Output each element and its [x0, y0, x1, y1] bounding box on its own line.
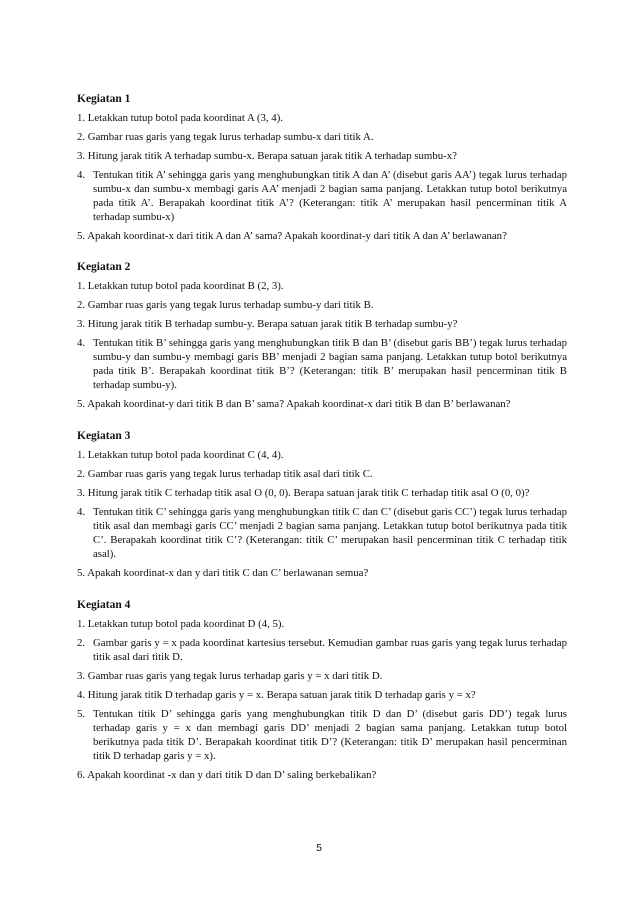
list-item-number: 4.: [77, 506, 86, 518]
section-heading: Kegiatan 3: [77, 430, 131, 442]
list-item-number: 2.: [77, 637, 86, 649]
list-item-number: 4.: [77, 169, 86, 181]
list-item: 3. Gambar ruas garis yang tegak lurus terhadap garis y = x dari titik D.: [77, 670, 383, 682]
list-item-text: Tentukan titik A’ sehingga garis yang menghubungkan titik A dan A’ (disebut garis AA’) tegak lurus terhadap sumbu-x dan sumbu-x membagi garis AA’ menjadi 2 bagian sama panjang. Letakkan tutup botol berikutnya pada titik A’. Berapakah koordinat titik A’? (Keterangan: titik A’ merupakan hasil pencerminan titik A terhadap sumbu-x): [93, 169, 567, 223]
section-kegiatan-1: [77, 92, 567, 248]
section-heading: Kegiatan 1: [77, 93, 131, 105]
list-item-text: Gambar garis y = x pada koordinat kartesius tersebut. Kemudian gambar ruas garis yang tegak lurus terhadap titik asal dari titik D.: [93, 637, 567, 663]
list-item: [77, 707, 567, 763]
section-kegiatan-2: [77, 260, 567, 416]
list-item-number: 5.: [77, 708, 86, 720]
section-heading: Kegiatan 2: [77, 261, 131, 273]
list-item: 1. Letakkan tutup botol pada koordinat D (4, 5).: [77, 618, 285, 630]
page-number: 5: [316, 842, 322, 854]
list-item-text: Tentukan titik B’ sehingga garis yang menghubungkan titik B dan B’ (disebut garis BB’) tegak lurus terhadap sumbu-y dan sumbu-y membagi garis BB’ menjadi 2 bagian sama panjang. Letakkan tutup botol berikutnya pada titik B’. Berapakah koordinat titik B’? (Keterangan: titik B’ merupakan hasil pencerminan titik B terhadap sumbu-y).: [93, 337, 567, 391]
list-item: 1. Letakkan tutup botol pada koordinat B (2, 3).: [77, 280, 284, 292]
list-item: 3. Hitung jarak titik B terhadap sumbu-y. Berapa satuan jarak titik B terhadap sumbu-y?: [77, 318, 458, 330]
list-item: 3. Hitung jarak titik C terhadap titik asal O (0, 0). Berapa satuan jarak titik C terhadap titik asal O (0, 0)?: [77, 487, 530, 499]
list-item: 5. Apakah koordinat-y dari titik B dan B’ sama? Apakah koordinat-x dari titik B dan B’ berlawanan?: [77, 398, 511, 410]
list-item: [77, 336, 567, 392]
list-item: 1. Letakkan tutup botol pada koordinat A (3, 4).: [77, 112, 283, 124]
list-item: [77, 636, 567, 664]
section-kegiatan-3: [77, 429, 567, 585]
list-item: [77, 505, 567, 561]
list-item: 4. Hitung jarak titik D terhadap garis y = x. Berapa satuan jarak titik D terhadap garis y = x?: [77, 689, 476, 701]
list-item: 3. Hitung jarak titik A terhadap sumbu-x. Berapa satuan jarak titik A terhadap sumbu-x?: [77, 150, 457, 162]
list-item-text: Tentukan titik D’ sehingga garis yang menghubungkan titik D dan D’ (disebut garis DD’) tegak lurus terhadap garis y = x dan membagi garis DD’ menjadi 2 bagian sama panjang. Letakkan tutup botol berikutnya pada titik D’. Berapakah koordinat titik D’? (Keterangan: titik D’ merupakan hasil pencerminan titik D terhadap garis y = x).: [93, 708, 567, 762]
list-item: 2. Gambar ruas garis yang tegak lurus terhadap sumbu-x dari titik A.: [77, 131, 374, 143]
list-item: 5. Apakah koordinat-x dari titik A dan A’ sama? Apakah koordinat-y dari titik A dan A’ berlawanan?: [77, 230, 507, 242]
section-kegiatan-4: [77, 598, 567, 787]
list-item-number: 4.: [77, 337, 86, 349]
list-item: [77, 168, 567, 224]
list-item: 5. Apakah koordinat-x dan y dari titik C dan C’ berlawanan semua?: [77, 567, 369, 579]
list-item: 6. Apakah koordinat -x dan y dari titik D dan D’ saling berkebalikan?: [77, 769, 377, 781]
list-item: 1. Letakkan tutup botol pada koordinat C (4, 4).: [77, 449, 284, 461]
section-heading: Kegiatan 4: [77, 599, 131, 611]
list-item: 2. Gambar ruas garis yang tegak lurus terhadap sumbu-y dari titik B.: [77, 299, 374, 311]
list-item: 2. Gambar ruas garis yang tegak lurus terhadap titik asal dari titik C.: [77, 468, 373, 480]
list-item-text: Tentukan titik C’ sehingga garis yang menghubungkan titik C dan C’ (disebut garis CC’) tegak lurus terhadap titik asal dan membagi garis CC’ menjadi 2 bagian sama panjang. Letakkan tutup botol berikutnya pada titik C’. Berapakah koordinat titik C’? (Keterangan: titik C’ merupakan hasil pencerminan titik C terhadap titik asal).: [93, 506, 567, 560]
